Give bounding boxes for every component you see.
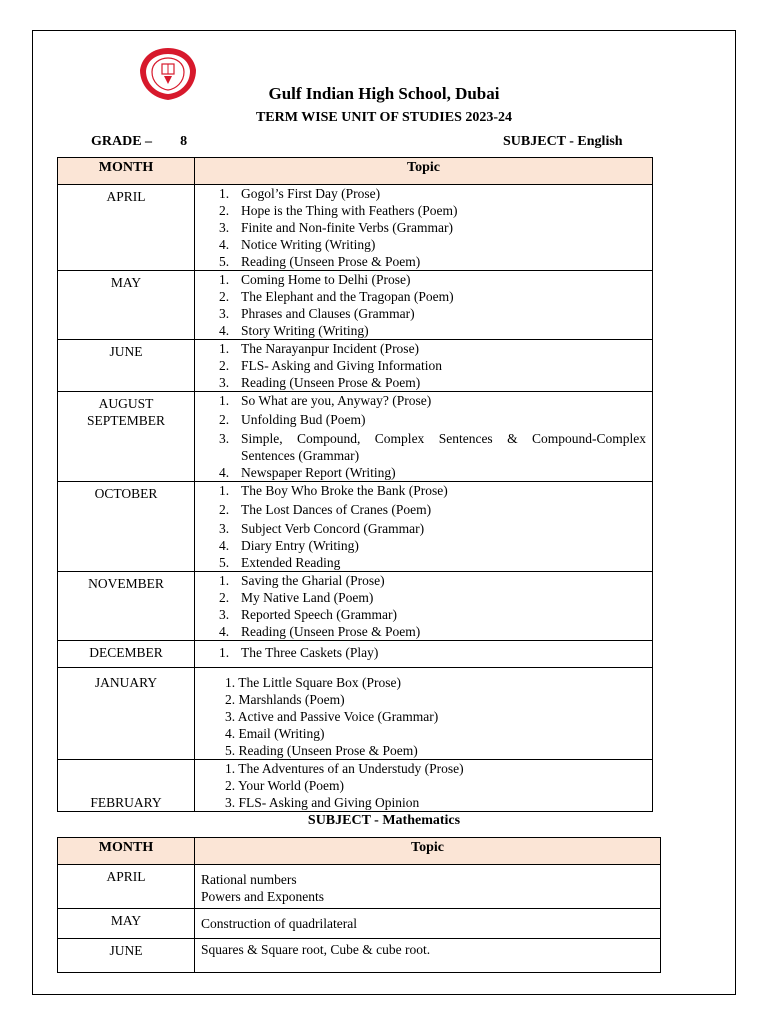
table-row xyxy=(58,909,661,939)
list-item: 2. Hope is the Thing with Feathers (Poem) xyxy=(219,203,458,218)
list-item: 4. Diary Entry (Writing) xyxy=(219,538,359,553)
table-row xyxy=(58,641,653,668)
list-item: 3. FLS- Asking and Giving Opinion xyxy=(225,795,420,810)
list-item: 1. Saving the Gharial (Prose) xyxy=(219,573,385,588)
topic-column-header: Topic xyxy=(195,158,653,185)
topic-cell xyxy=(195,392,653,482)
table-row xyxy=(58,271,653,340)
table-row xyxy=(58,760,653,812)
list-item: 4. Reading (Unseen Prose & Poem) xyxy=(219,624,421,639)
list-item: 2. Your World (Poem) xyxy=(225,778,345,793)
table-row xyxy=(58,482,653,572)
subject-english-heading: SUBJECT - English xyxy=(503,134,623,149)
list-item: 2. Marshlands (Poem) xyxy=(225,692,345,707)
list-item: Powers and Exponents xyxy=(201,889,324,904)
english-syllabus-table xyxy=(57,157,653,812)
list-item: Rational numbers xyxy=(201,872,297,887)
topic-cell xyxy=(195,572,653,641)
month-cell: DECEMBER xyxy=(58,641,195,668)
topic-cell xyxy=(195,865,661,909)
month-cell: FEBRUARY xyxy=(58,760,195,812)
grade-line xyxy=(91,134,187,150)
topic-column-header: Topic xyxy=(195,838,661,865)
month-cell: NOVEMBER xyxy=(58,572,195,641)
list-item: 1. Coming Home to Delhi (Prose) xyxy=(219,272,411,287)
list-item: 5. Extended Reading xyxy=(219,555,341,570)
list-item: 3. Reading (Unseen Prose & Poem) xyxy=(219,375,421,390)
month-cell: AUGUST SEPTEMBER xyxy=(58,392,195,482)
month-cell: APRIL xyxy=(58,865,195,909)
list-item: Construction of quadrilateral xyxy=(201,916,357,931)
topic-cell xyxy=(195,668,653,760)
month-cell: OCTOBER xyxy=(58,482,195,572)
table-row xyxy=(58,572,653,641)
topic-cell xyxy=(195,641,653,668)
list-item: 1. Gogol’s First Day (Prose) xyxy=(219,186,381,201)
topic-cell xyxy=(195,271,653,340)
topic-cell xyxy=(195,482,653,572)
list-item: 3. Subject Verb Concord (Grammar) xyxy=(219,521,425,536)
month-cell: JANUARY xyxy=(58,668,195,760)
month-column-header: MONTH xyxy=(58,158,195,185)
grade-label: GRADE – xyxy=(91,134,153,149)
list-item: 4. Story Writing (Writing) xyxy=(219,323,369,338)
list-item: 2. My Native Land (Poem) xyxy=(219,590,374,605)
list-item: Squares & Square root, Cube & cube root. xyxy=(201,942,431,957)
topic-cell xyxy=(195,760,653,812)
table-row xyxy=(58,668,653,760)
table-row xyxy=(58,939,661,973)
table-row xyxy=(58,865,661,909)
list-item: 3. Simple, Compound, Complex Sentences & Compound-Complex Sentences (Grammar) xyxy=(219,431,646,463)
list-item: 2. The Elephant and the Tragopan (Poem) xyxy=(219,289,454,304)
month-cell: APRIL xyxy=(58,185,195,271)
list-item: 2. FLS- Asking and Giving Information xyxy=(219,358,442,373)
month-cell: JUNE xyxy=(58,340,195,392)
list-item: 1. The Little Square Box (Prose) xyxy=(225,675,401,690)
list-item: 1. The Three Caskets (Play) xyxy=(219,645,379,660)
topic-cell xyxy=(195,939,661,973)
list-item: 1. So What are you, Anyway? (Prose) xyxy=(219,393,432,408)
table-row xyxy=(58,392,653,482)
month-cell: MAY xyxy=(58,909,195,939)
list-item: 1. The Boy Who Broke the Bank (Prose) xyxy=(219,483,448,498)
list-item: 3. Reported Speech (Grammar) xyxy=(219,607,397,622)
list-item: 3. Finite and Non-finite Verbs (Grammar) xyxy=(219,220,453,235)
list-item: 3. Phrases and Clauses (Grammar) xyxy=(219,306,415,321)
list-item: 4. Email (Writing) xyxy=(225,726,325,741)
math-syllabus-table xyxy=(57,837,661,973)
list-item: 1. The Narayanpur Incident (Prose) xyxy=(219,341,420,356)
topic-cell xyxy=(195,185,653,271)
list-item: 2. The Lost Dances of Cranes (Poem) xyxy=(219,502,432,517)
table-header-row xyxy=(58,838,661,865)
list-item: 4. Notice Writing (Writing) xyxy=(219,237,376,252)
list-item: 1. The Adventures of an Understudy (Prose) xyxy=(225,761,464,776)
document-title: TERM WISE UNIT OF STUDIES 2023-24 xyxy=(255,110,513,125)
month-cell: JUNE xyxy=(58,939,195,973)
grade-value: 8 xyxy=(180,134,188,149)
topic-cell xyxy=(195,340,653,392)
list-item: 5. Reading (Unseen Prose & Poem) xyxy=(225,743,418,758)
month-column-header: MONTH xyxy=(58,838,195,865)
list-item: 5. Reading (Unseen Prose & Poem) xyxy=(219,254,421,269)
subject-math-heading: SUBJECT - Mathematics xyxy=(307,813,461,828)
list-item: 2. Unfolding Bud (Poem) xyxy=(219,412,366,427)
table-header-row xyxy=(58,158,653,185)
table-row xyxy=(58,340,653,392)
school-name: Gulf Indian High School, Dubai xyxy=(268,84,500,103)
table-row xyxy=(58,185,653,271)
month-cell: MAY xyxy=(58,271,195,340)
list-item: 4. Newspaper Report (Writing) xyxy=(219,465,396,480)
topic-cell xyxy=(195,909,661,939)
list-item: 3. Active and Passive Voice (Grammar) xyxy=(225,709,439,724)
